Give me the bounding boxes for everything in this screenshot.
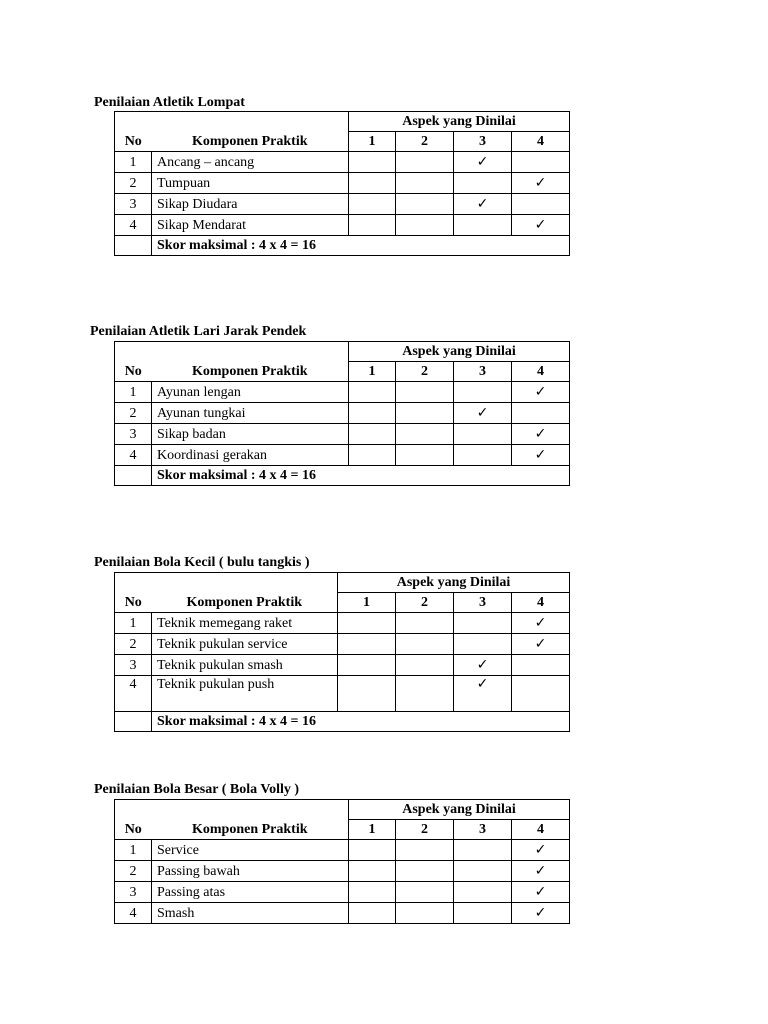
- header-score-4: 4: [512, 362, 570, 382]
- row-no: 3: [115, 424, 152, 445]
- row-component: Tumpuan: [152, 173, 349, 194]
- header-score-2: 2: [396, 593, 454, 613]
- check-mark-icon: ✓: [476, 404, 489, 421]
- score-cell-4: [512, 152, 570, 173]
- table-row: [115, 403, 570, 424]
- header-score-4: 4: [512, 820, 570, 840]
- score-cell-4: [512, 613, 570, 634]
- score-cell-3: [454, 194, 512, 215]
- check-mark-icon: ✓: [534, 635, 547, 652]
- header-score-3: 3: [454, 362, 512, 382]
- score-cell-2: [396, 655, 454, 676]
- score-cell-3: [454, 882, 512, 903]
- score-cell-4: [512, 655, 570, 676]
- row-no: 4: [115, 445, 152, 466]
- row-component: Teknik pukulan service: [152, 634, 338, 655]
- score-cell-4: [512, 382, 570, 403]
- score-cell-4: [512, 445, 570, 466]
- check-mark-icon: ✓: [534, 841, 547, 858]
- score-cell-1: [349, 152, 396, 173]
- row-component: Teknik pukulan smash: [152, 655, 338, 676]
- table-row: [115, 152, 570, 173]
- header-no: No: [115, 362, 152, 382]
- header-row-columns: [115, 820, 570, 840]
- table-row: [115, 382, 570, 403]
- table-row: [115, 655, 570, 676]
- row-component: Sikap Diudara: [152, 194, 349, 215]
- score-cell-3: [454, 424, 512, 445]
- score-cell-1: [338, 613, 396, 634]
- score-cell-3: [454, 173, 512, 194]
- header-aspect: Aspek yang Dinilai: [349, 112, 570, 132]
- score-cell-2: [396, 840, 454, 861]
- check-mark-icon: ✓: [476, 153, 489, 170]
- score-cell-2: [396, 152, 454, 173]
- header-aspect: Aspek yang Dinilai: [349, 800, 570, 820]
- score-cell-1: [349, 403, 396, 424]
- header-aspect: Aspek yang Dinilai: [349, 342, 570, 362]
- row-component: Passing bawah: [152, 861, 349, 882]
- score-cell-1: [349, 382, 396, 403]
- check-mark-icon: ✓: [534, 216, 547, 233]
- table-row: [115, 613, 570, 634]
- row-component: Smash: [152, 903, 349, 924]
- row-no: 3: [115, 194, 152, 215]
- header-score-1: 1: [349, 132, 396, 152]
- score-cell-3: [454, 403, 512, 424]
- section-title: Penilaian Atletik Lompat: [94, 95, 245, 110]
- footer-empty-cell: [115, 466, 152, 486]
- footer-max-score: Skor maksimal : 4 x 4 = 16: [152, 712, 570, 732]
- score-cell-3: [454, 445, 512, 466]
- score-cell-4: [512, 882, 570, 903]
- row-component: Ayunan lengan: [152, 382, 349, 403]
- footer-empty-cell: [115, 712, 152, 732]
- header-component: Komponen Praktik: [152, 820, 349, 840]
- header-component: Komponen Praktik: [152, 132, 349, 152]
- score-cell-1: [349, 882, 396, 903]
- header-no: No: [115, 132, 152, 152]
- score-cell-1: [338, 655, 396, 676]
- score-cell-3: [454, 382, 512, 403]
- row-component: Teknik pukulan push: [152, 676, 338, 712]
- header-score-2: 2: [396, 362, 454, 382]
- score-cell-3: [454, 152, 512, 173]
- row-no: 1: [115, 613, 152, 634]
- header-empty-cell: [115, 800, 349, 820]
- score-cell-1: [349, 445, 396, 466]
- row-no: 2: [115, 634, 152, 655]
- row-no: 1: [115, 152, 152, 173]
- score-cell-3: [454, 613, 512, 634]
- assessment-table: [114, 572, 570, 732]
- score-cell-2: [396, 903, 454, 924]
- check-mark-icon: ✓: [534, 174, 547, 191]
- score-cell-4: [512, 676, 570, 712]
- score-cell-1: [349, 215, 396, 236]
- score-cell-4: [512, 903, 570, 924]
- header-row-columns: [115, 362, 570, 382]
- table-row: [115, 882, 570, 903]
- score-cell-3: [454, 903, 512, 924]
- table-row: [115, 173, 570, 194]
- score-cell-2: [396, 194, 454, 215]
- score-cell-4: [512, 424, 570, 445]
- score-cell-4: [512, 194, 570, 215]
- score-cell-2: [396, 403, 454, 424]
- header-score-4: 4: [512, 593, 570, 613]
- table-row: [115, 676, 570, 712]
- score-cell-3: [454, 840, 512, 861]
- header-row-columns: [115, 593, 570, 613]
- score-cell-4: [512, 173, 570, 194]
- score-cell-2: [396, 861, 454, 882]
- score-cell-4: [512, 861, 570, 882]
- row-component: Teknik memegang raket: [152, 613, 338, 634]
- score-cell-3: [454, 634, 512, 655]
- header-score-3: 3: [454, 820, 512, 840]
- table-row: [115, 194, 570, 215]
- score-cell-4: [512, 634, 570, 655]
- check-mark-icon: ✓: [534, 614, 547, 631]
- score-cell-1: [338, 634, 396, 655]
- footer-max-score: Skor maksimal : 4 x 4 = 16: [152, 466, 570, 486]
- score-cell-1: [349, 903, 396, 924]
- row-no: 1: [115, 382, 152, 403]
- score-cell-3: [454, 861, 512, 882]
- header-score-2: 2: [396, 132, 454, 152]
- header-component: Komponen Praktik: [152, 593, 338, 613]
- check-mark-icon: ✓: [476, 656, 489, 673]
- score-cell-2: [396, 173, 454, 194]
- score-cell-1: [349, 194, 396, 215]
- score-cell-1: [349, 840, 396, 861]
- header-aspect: Aspek yang Dinilai: [338, 573, 570, 593]
- row-no: 4: [115, 676, 152, 712]
- row-no: 4: [115, 215, 152, 236]
- header-score-1: 1: [349, 362, 396, 382]
- score-cell-1: [349, 173, 396, 194]
- assessment-table: [114, 111, 570, 256]
- header-score-3: 3: [454, 593, 512, 613]
- footer-max-score: Skor maksimal : 4 x 4 = 16: [152, 236, 570, 256]
- score-cell-1: [349, 861, 396, 882]
- check-mark-icon: ✓: [534, 446, 547, 463]
- section-title: Penilaian Atletik Lari Jarak Pendek: [90, 324, 307, 339]
- score-cell-2: [396, 215, 454, 236]
- table-row: [115, 861, 570, 882]
- footer-row: [115, 712, 570, 732]
- header-no: No: [115, 593, 152, 613]
- score-cell-2: [396, 613, 454, 634]
- assessment-table: [114, 799, 570, 924]
- table-row: [115, 634, 570, 655]
- header-empty-cell: [115, 342, 349, 362]
- table-row: [115, 903, 570, 924]
- check-mark-icon: ✓: [534, 383, 547, 400]
- row-component: Sikap badan: [152, 424, 349, 445]
- header-row-aspect: [115, 112, 570, 132]
- table-row: [115, 215, 570, 236]
- score-cell-1: [338, 676, 396, 712]
- check-mark-icon: ✓: [534, 425, 547, 442]
- table-row: [115, 445, 570, 466]
- score-cell-3: [454, 676, 512, 712]
- check-mark-icon: ✓: [534, 904, 547, 921]
- header-empty-cell: [115, 573, 338, 593]
- check-mark-icon: ✓: [534, 862, 547, 879]
- footer-row: [115, 236, 570, 256]
- row-no: 3: [115, 882, 152, 903]
- row-no: 2: [115, 403, 152, 424]
- assessment-table: [114, 341, 570, 486]
- row-component: Ayunan tungkai: [152, 403, 349, 424]
- header-row-columns: [115, 132, 570, 152]
- header-row-aspect: [115, 573, 570, 593]
- table-row: [115, 840, 570, 861]
- header-row-aspect: [115, 800, 570, 820]
- score-cell-3: [454, 655, 512, 676]
- score-cell-3: [454, 215, 512, 236]
- header-row-aspect: [115, 342, 570, 362]
- score-cell-2: [396, 882, 454, 903]
- header-score-3: 3: [454, 132, 512, 152]
- check-mark-icon: ✓: [476, 676, 489, 692]
- header-component: Komponen Praktik: [152, 362, 349, 382]
- row-no: 1: [115, 840, 152, 861]
- row-no: 3: [115, 655, 152, 676]
- row-component: Service: [152, 840, 349, 861]
- score-cell-2: [396, 634, 454, 655]
- header-score-2: 2: [396, 820, 454, 840]
- footer-row: [115, 466, 570, 486]
- score-cell-2: [396, 445, 454, 466]
- header-score-1: 1: [338, 593, 396, 613]
- score-cell-1: [349, 424, 396, 445]
- row-no: 2: [115, 861, 152, 882]
- score-cell-2: [396, 676, 454, 712]
- check-mark-icon: ✓: [534, 883, 547, 900]
- score-cell-4: [512, 840, 570, 861]
- header-score-1: 1: [349, 820, 396, 840]
- row-no: 4: [115, 903, 152, 924]
- score-cell-4: [512, 403, 570, 424]
- score-cell-2: [396, 382, 454, 403]
- score-cell-4: [512, 215, 570, 236]
- row-no: 2: [115, 173, 152, 194]
- header-no: No: [115, 820, 152, 840]
- check-mark-icon: ✓: [476, 195, 489, 212]
- header-score-4: 4: [512, 132, 570, 152]
- table-row: [115, 424, 570, 445]
- row-component: Passing atas: [152, 882, 349, 903]
- row-component: Ancang – ancang: [152, 152, 349, 173]
- footer-empty-cell: [115, 236, 152, 256]
- row-component: Koordinasi gerakan: [152, 445, 349, 466]
- section-title: Penilaian Bola Besar ( Bola Volly ): [94, 782, 300, 797]
- section-title: Penilaian Bola Kecil ( bulu tangkis ): [94, 555, 310, 570]
- header-empty-cell: [115, 112, 349, 132]
- score-cell-2: [396, 424, 454, 445]
- row-component: Sikap Mendarat: [152, 215, 349, 236]
